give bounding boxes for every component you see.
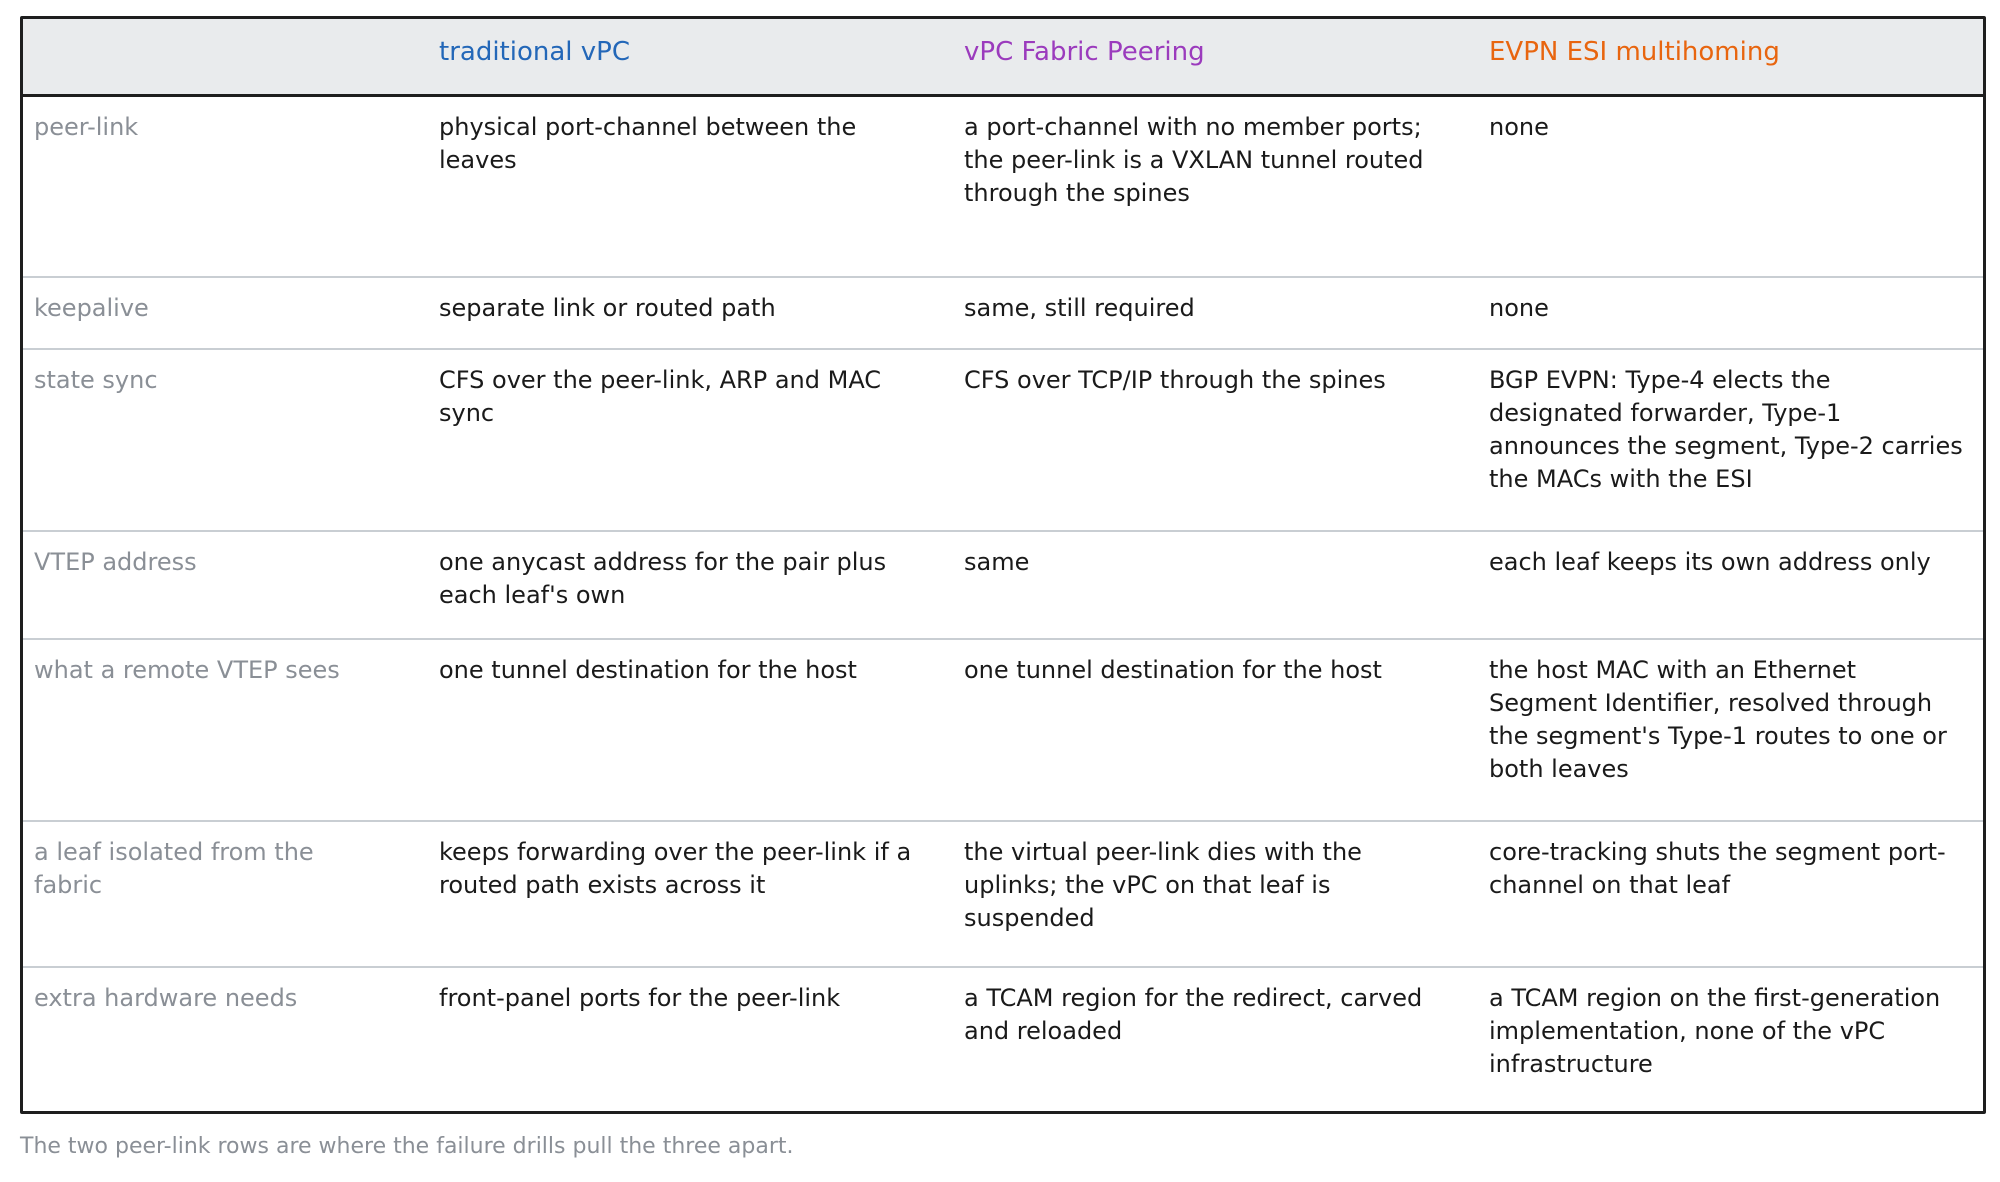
comparison-table xyxy=(23,19,1986,1114)
cell-vpc-fabric-peering: CFS over TCP/IP through the spines xyxy=(933,349,1458,531)
cell-vpc-fabric-peering: same, still required xyxy=(933,277,1458,349)
cell-evpn-esi: the host MAC with an Ethernet Segment Identifier, resolved through the segment's Type-1 routes to one or both leaves xyxy=(1458,639,1986,821)
cell-traditional-vpc: keeps forwarding over the peer-link if a routed path exists across it xyxy=(408,821,933,967)
row-label: state sync xyxy=(23,349,408,531)
header-evpn-esi-multihoming: EVPN ESI multihoming xyxy=(1458,19,1986,95)
table-row-remote-vtep-view xyxy=(23,639,1986,821)
cell-vpc-fabric-peering: the virtual peer-link dies with the uplinks; the vPC on that leaf is suspended xyxy=(933,821,1458,967)
table-row-state-sync xyxy=(23,349,1986,531)
row-label: a leaf isolated from the fabric xyxy=(23,821,408,967)
table-header-row xyxy=(23,19,1986,95)
table-row-vtep-address xyxy=(23,531,1986,639)
cell-traditional-vpc: physical port-channel between the leaves xyxy=(408,95,933,277)
table-row-leaf-isolated xyxy=(23,821,1986,967)
comparison-table-frame xyxy=(20,16,1986,1114)
row-label: peer-link xyxy=(23,95,408,277)
cell-vpc-fabric-peering: a port-channel with no member ports; the peer-link is a VXLAN tunnel routed through the spines xyxy=(933,95,1458,277)
header-vpc-fabric-peering: vPC Fabric Peering xyxy=(933,19,1458,95)
cell-traditional-vpc: separate link or routed path xyxy=(408,277,933,349)
cell-evpn-esi: core-tracking shuts the segment port-channel on that leaf xyxy=(1458,821,1986,967)
cell-traditional-vpc: CFS over the peer-link, ARP and MAC sync xyxy=(408,349,933,531)
cell-traditional-vpc: one tunnel destination for the host xyxy=(408,639,933,821)
row-label: what a remote VTEP sees xyxy=(23,639,408,821)
table-row-peer-link xyxy=(23,95,1986,277)
cell-vpc-fabric-peering: one tunnel destination for the host xyxy=(933,639,1458,821)
row-label: extra hardware needs xyxy=(34,984,298,1012)
cell-evpn-esi: BGP EVPN: Type-4 elects the designated forwarder, Type-1 announces the segment, Type-2 carries the MACs with the ESI xyxy=(1458,349,1986,531)
header-traditional-vpc: traditional vPC xyxy=(408,19,933,95)
cell-evpn-esi: a TCAM region on the first-generation implementation, none of the vPC infrastructure xyxy=(1489,984,1941,1078)
cell-evpn-esi: each leaf keeps its own address only xyxy=(1458,531,1986,639)
table-row-extra-hardware xyxy=(23,967,1986,1114)
cell-traditional-vpc: one anycast address for the pair plus each leaf's own xyxy=(408,531,933,639)
cell-vpc-fabric-peering: same xyxy=(933,531,1458,639)
cell-evpn-esi: none xyxy=(1458,277,1986,349)
row-label: VTEP address xyxy=(23,531,408,639)
cell-vpc-fabric-peering: a TCAM region for the redirect, carved and reloaded xyxy=(964,984,1423,1045)
header-empty-cell xyxy=(23,19,408,95)
cell-evpn-esi: none xyxy=(1458,95,1986,277)
row-label: keepalive xyxy=(23,277,408,349)
table-row-keepalive xyxy=(23,277,1986,349)
table-caption: The two peer-link rows are where the failure drills pull the three apart. xyxy=(20,1134,794,1159)
cell-traditional-vpc: front-panel ports for the peer-link xyxy=(439,984,841,1012)
